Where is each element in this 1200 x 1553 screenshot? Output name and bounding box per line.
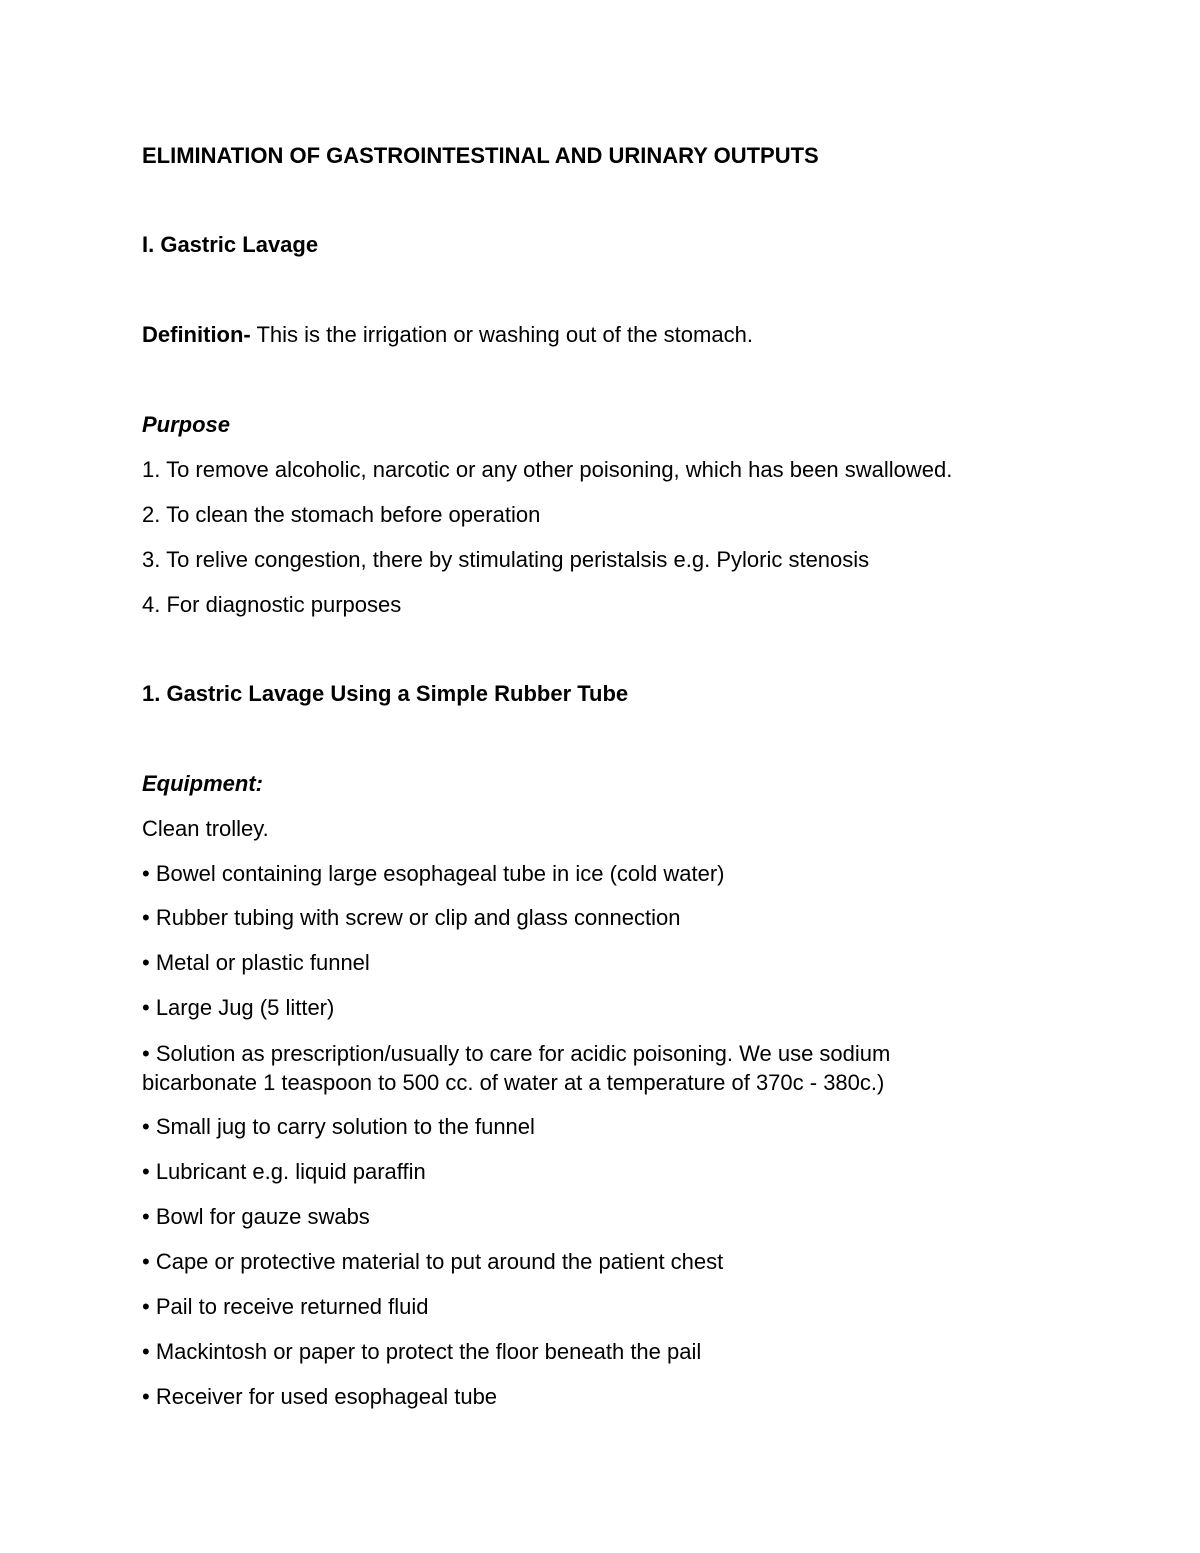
equipment-item: • Cape or protective material to put around the patient chest [142, 1249, 724, 1274]
definition-paragraph [142, 321, 753, 349]
subsection-heading: 1. Gastric Lavage Using a Simple Rubber Tube [142, 681, 629, 706]
equipment-item: • Bowel containing large esophageal tube in ice (cold water) [142, 861, 725, 886]
equipment-item: • Receiver for used esophageal tube [142, 1384, 498, 1409]
purpose-item: 1. To remove alcoholic, narcotic or any other poisoning, which has been swallowed. [142, 457, 953, 482]
section-heading: I. Gastric Lavage [142, 232, 319, 257]
purpose-heading: Purpose [142, 412, 231, 437]
equipment-intro: Clean trolley. [142, 816, 269, 841]
equipment-item: • Pail to receive returned fluid [142, 1294, 429, 1319]
purpose-item: 3. To relive congestion, there by stimulating peristalsis e.g. Pyloric stenosis [142, 547, 870, 572]
equipment-item: • Solution as prescription/usually to care for acidic poisoning. We use sodium [142, 1041, 891, 1066]
equipment-heading: Equipment: [142, 771, 263, 796]
document-title: ELIMINATION OF GASTROINTESTINAL AND URINARY OUTPUTS [142, 143, 819, 168]
equipment-item: • Rubber tubing with screw or clip and glass connection [142, 905, 681, 930]
purpose-item: 4. For diagnostic purposes [142, 592, 402, 617]
equipment-item: • Mackintosh or paper to protect the floor beneath the pail [142, 1339, 702, 1364]
equipment-item: • Lubricant e.g. liquid paraffin [142, 1159, 426, 1184]
definition-text: This is the irrigation or washing out of the stomach. [250, 322, 753, 347]
equipment-item: • Bowl for gauze swabs [142, 1204, 370, 1229]
equipment-item: • Small jug to carry solution to the funnel [142, 1114, 535, 1139]
equipment-item: • Metal or plastic funnel [142, 950, 370, 975]
purpose-item: 2. To clean the stomach before operation [142, 502, 541, 527]
equipment-item: • Large Jug (5 litter) [142, 995, 335, 1020]
definition-label: Definition- [142, 322, 251, 347]
equipment-item-continuation: bicarbonate 1 teaspoon to 500 cc. of water at a temperature of 370c - 380c.) [142, 1070, 885, 1095]
